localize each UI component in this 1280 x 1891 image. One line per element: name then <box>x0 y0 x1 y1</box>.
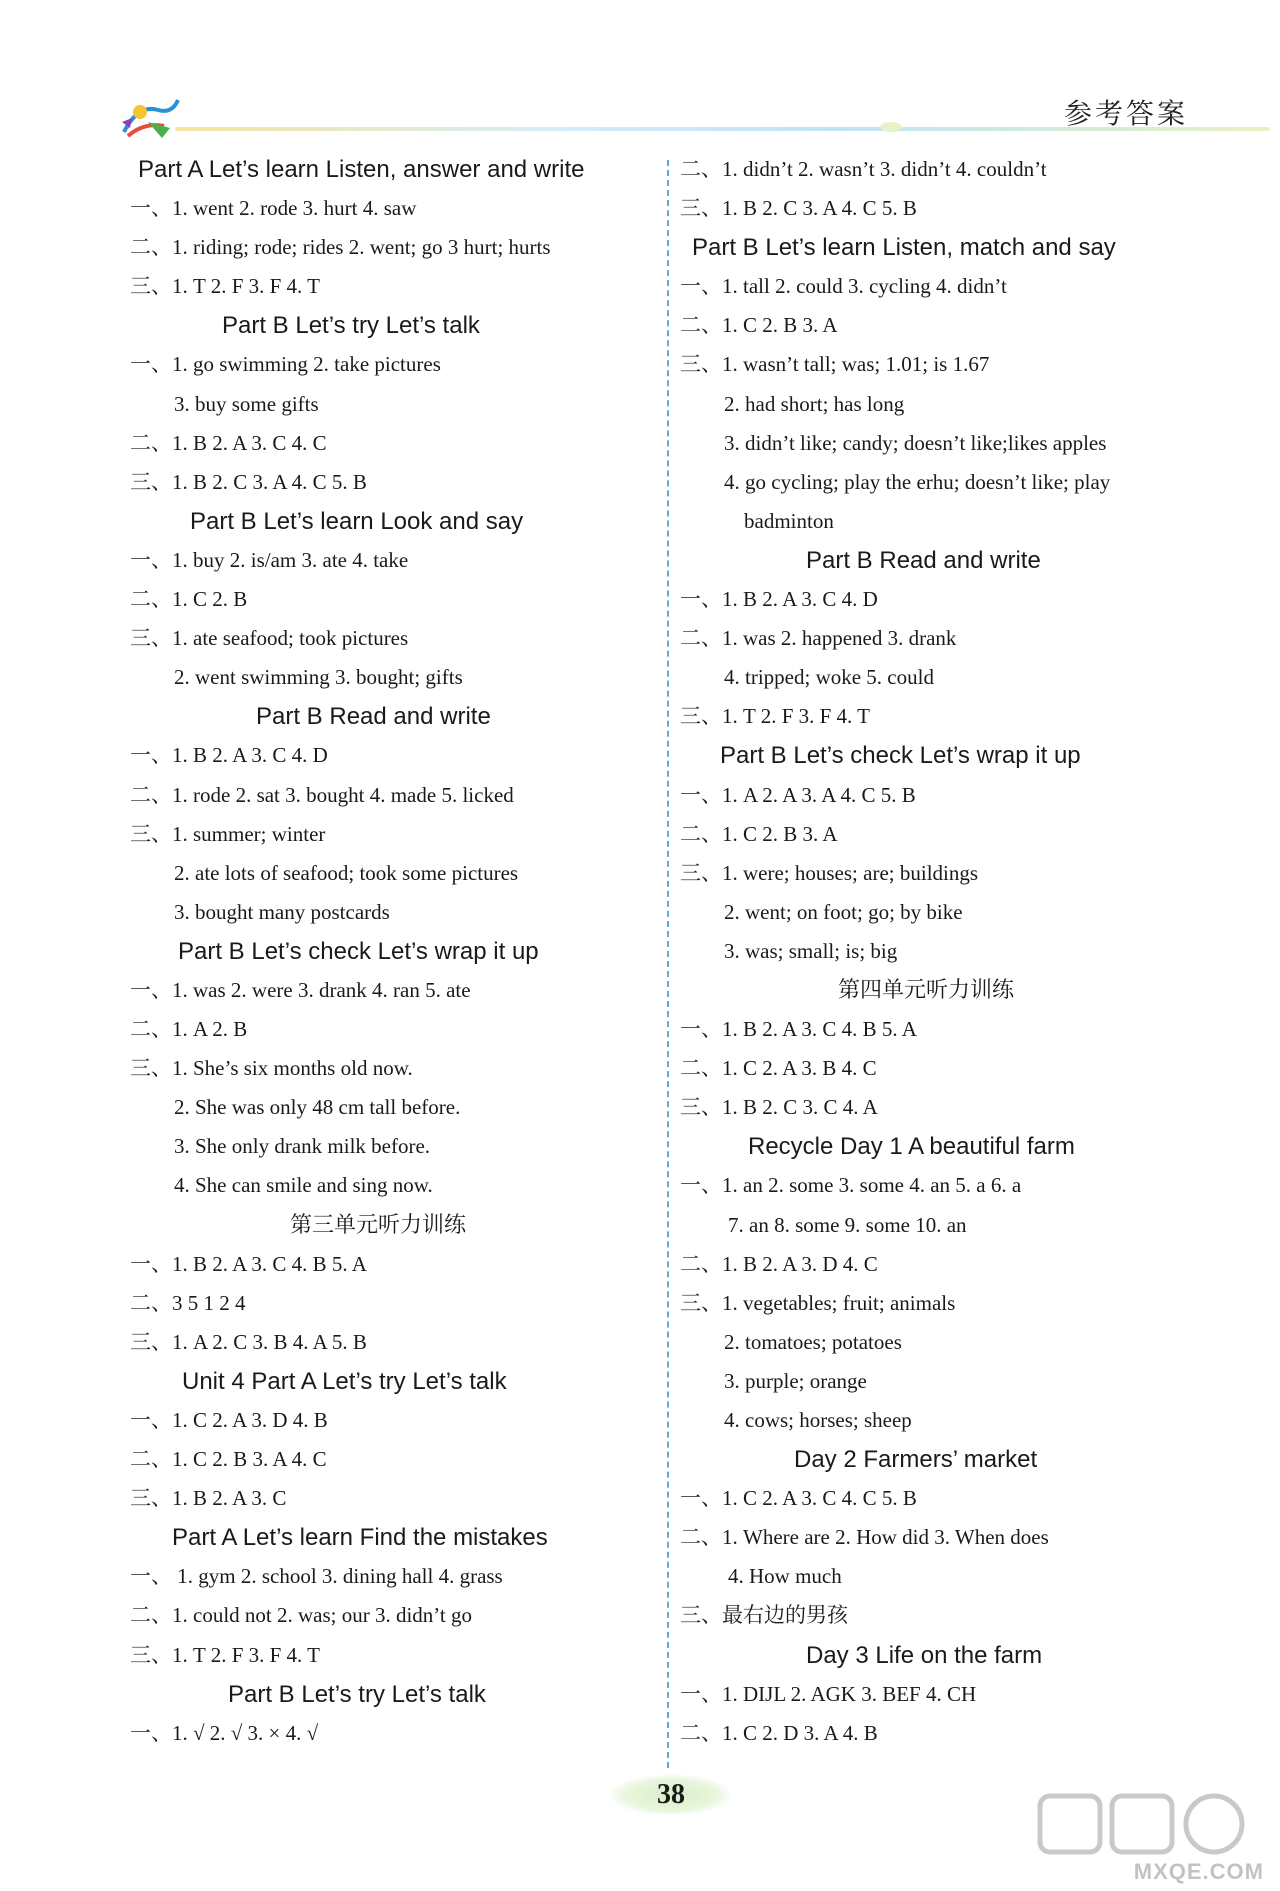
answer-line: 4. go cycling; play the erhu; doesn’t like; play <box>724 469 1111 494</box>
watermark-text: MXQE.COM <box>1133 1859 1264 1884</box>
answer-line: 二、1. C 2. A 3. B 4. C <box>680 1056 877 1081</box>
answer-line: 二、1. could not 2. was; our 3. didn’t go <box>130 1603 473 1628</box>
column-divider <box>667 160 669 1768</box>
answer-line: 三、1. T 2. F 3. F 4. T <box>130 274 321 299</box>
answer-line: 二、1. riding; rode; rides 2. went; go 3 hurt; hurts <box>130 235 551 260</box>
answer-line: 二、1. C 2. D 3. A 4. B <box>680 1720 878 1745</box>
answer-line: 4. How much <box>728 1564 842 1589</box>
answer-line: 三、1. B 2. C 3. C 4. A <box>680 1095 878 1120</box>
decorative-logo-icon <box>118 92 186 144</box>
answer-line: 三、1. She’s six months old now. <box>130 1056 413 1081</box>
answer-line: 二、1. was 2. happened 3. drank <box>680 626 957 651</box>
answer-line: 三、1. B 2. C 3. A 4. C 5. B <box>680 196 917 221</box>
page-header <box>0 0 1280 150</box>
answer-line: 3. bought many postcards <box>174 899 390 924</box>
answer-line: 2. went; on foot; go; by bike <box>724 899 963 924</box>
section-heading: Part B Let’s check Let’s wrap it up <box>720 742 1081 770</box>
answer-line: 4. cows; horses; sheep <box>724 1408 912 1432</box>
answer-line: 一、1. buy 2. is/am 3. ate 4. take <box>130 547 409 572</box>
answer-line: 三、1. were; houses; are; buildings <box>680 860 979 885</box>
right-answer-column <box>680 150 1230 1753</box>
left-answer-column <box>130 150 680 1753</box>
page-number: 38 <box>612 1775 730 1815</box>
answer-line: 二、1. B 2. A 3. C 4. C <box>130 430 327 455</box>
answer-line: 二、1. C 2. B <box>130 587 248 612</box>
watermark <box>1020 1790 1270 1885</box>
answer-line: 7. an 8. some 9. some 10. an <box>728 1212 967 1237</box>
answer-line: 一、1. B 2. A 3. C 4. B 5. A <box>680 1017 917 1042</box>
answer-line: 3. didn’t like; candy; doesn’t like;likes apples <box>724 430 1107 455</box>
section-heading: Part A Let’s learn Find the mistakes <box>172 1524 548 1552</box>
section-heading: Part B Let’s learn Listen, match and say <box>692 234 1116 262</box>
section-heading: Part B Let’s try Let’s talk <box>228 1680 486 1708</box>
section-heading: Day 2 Farmers’ market <box>794 1446 1038 1474</box>
answer-line: 3. She only drank milk before. <box>174 1134 431 1159</box>
answer-line: 三、1. ate seafood; took pictures <box>130 626 409 651</box>
answer-line: 二、1. B 2. A 3. D 4. C <box>680 1251 878 1276</box>
answer-line: 一、1. B 2. A 3. C 4. D <box>130 743 328 768</box>
section-heading: Part B Let’s check Let’s wrap it up <box>178 937 539 965</box>
answer-line: 二、3 5 1 2 4 <box>130 1290 246 1315</box>
answer-line: 二、1. C 2. B 3. A <box>680 313 838 338</box>
answer-line: 3. purple; orange <box>724 1368 867 1393</box>
answer-line: 二、1. C 2. B 3. A <box>680 821 838 846</box>
answer-line: 一、1. C 2. A 3. C 4. C 5. B <box>680 1486 917 1511</box>
answer-line: 一、1. went 2. rode 3. hurt 4. saw <box>130 196 417 221</box>
answer-line: 三、1. vegetables; fruit; animals <box>680 1290 956 1315</box>
answer-line: 三、1. A 2. C 3. B 4. A 5. B <box>130 1329 367 1354</box>
section-heading: 第四单元听力训练 <box>838 977 1015 1003</box>
answer-line: 三、1. B 2. C 3. A 4. C 5. B <box>130 469 367 494</box>
answer-line: 2. She was only 48 cm tall before. <box>174 1095 461 1120</box>
header-title: 参考答案 <box>1063 97 1188 130</box>
answer-line: 2. ate lots of seafood; took some pictures <box>174 860 519 885</box>
answer-line: 三、1. T 2. F 3. F 4. T <box>130 1642 321 1667</box>
section-heading: Part B Read and write <box>806 546 1041 574</box>
watermark-logo-icon <box>1020 1790 1270 1860</box>
answer-line: 3. buy some gifts <box>174 391 319 416</box>
answer-line: 一、1. C 2. A 3. D 4. B <box>130 1408 328 1432</box>
answer-line: 一、1. B 2. A 3. C 4. B 5. A <box>130 1251 367 1276</box>
answer-line: 二、1. Where are 2. How did 3. When does <box>680 1525 1049 1550</box>
answer-line: 一、1. go swimming 2. take pictures <box>130 352 441 377</box>
answer-line: 三、1. summer; winter <box>130 821 326 846</box>
answer-line: 一、1. √ 2. √ 3. × 4. √ <box>130 1720 319 1745</box>
section-heading: Part B Read and write <box>256 703 491 731</box>
answer-line: 3. was; small; is; big <box>724 938 898 963</box>
answer-line: 2. went swimming 3. bought; gifts <box>174 665 463 690</box>
section-heading: Recycle Day 1 A beautiful farm <box>748 1133 1075 1161</box>
section-heading: Unit 4 Part A Let’s try Let’s talk <box>182 1367 507 1395</box>
header-rule-ornament <box>880 122 902 132</box>
answer-line: 二、1. didn’t 2. wasn’t 3. didn’t 4. couldn’t <box>680 157 1047 181</box>
answer-line: 4. She can smile and sing now. <box>174 1173 433 1198</box>
section-heading: Part B Let’s try Let’s talk <box>222 312 480 340</box>
answer-line: 4. tripped; woke 5. could <box>724 665 934 690</box>
answer-line: 2. tomatoes; potatoes <box>724 1329 902 1354</box>
answer-line: 一、1. was 2. were 3. drank 4. ran 5. ate <box>130 977 471 1002</box>
answer-line: 三、最右边的男孩 <box>680 1603 848 1628</box>
answer-line: 2. had short; has long <box>724 391 905 416</box>
answer-line: badminton <box>744 508 834 533</box>
answer-line: 一、1. tall 2. could 3. cycling 4. didn’t <box>680 274 1007 299</box>
section-heading: Part A Let’s learn Listen, answer and write <box>138 156 585 183</box>
answer-line: 三、1. wasn’t tall; was; 1.01; is 1.67 <box>680 352 990 377</box>
section-heading: 第三单元听力训练 <box>290 1212 467 1238</box>
answer-line: 三、1. B 2. A 3. C <box>130 1486 287 1511</box>
answer-line: 三、1. T 2. F 3. F 4. T <box>680 704 871 729</box>
section-heading: Part B Let’s learn Look and say <box>190 507 524 535</box>
section-heading: Day 3 Life on the farm <box>806 1641 1043 1669</box>
answer-line: 一、1. B 2. A 3. C 4. D <box>680 587 878 612</box>
answer-line: 一、1. an 2. some 3. some 4. an 5. a 6. a <box>680 1173 1022 1198</box>
answer-line: 二、1. rode 2. sat 3. bought 4. made 5. licked <box>130 782 514 807</box>
answer-line: 二、1. C 2. B 3. A 4. C <box>130 1447 327 1472</box>
answer-line: 一、 1. gym 2. school 3. dining hall 4. grass <box>130 1564 503 1589</box>
answer-line: 二、1. A 2. B <box>130 1017 248 1042</box>
answer-line: 一、1. A 2. A 3. A 4. C 5. B <box>680 782 916 807</box>
answer-line: 一、1. DIJL 2. AGK 3. BEF 4. CH <box>680 1681 977 1706</box>
